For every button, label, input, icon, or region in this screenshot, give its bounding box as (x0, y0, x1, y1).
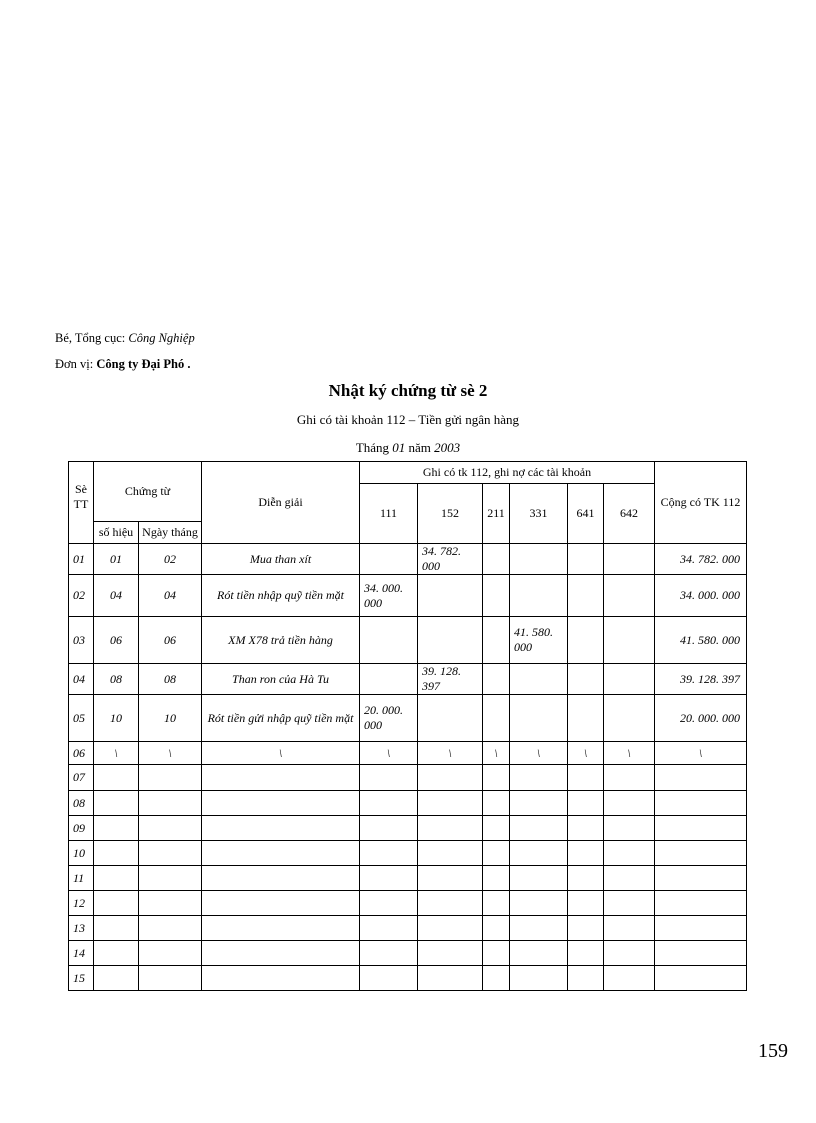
empty-cell (418, 791, 483, 816)
empty-cell (202, 916, 360, 941)
header-account-641: 641 (568, 484, 604, 544)
empty-cell (604, 966, 655, 991)
empty-cell (568, 966, 604, 991)
row-account-111 (360, 544, 418, 575)
empty-cell (604, 891, 655, 916)
row-stt: 11 (69, 866, 94, 891)
unit-label: Đơn vị: (55, 357, 94, 371)
empty-cell (94, 765, 139, 791)
row-stt: 14 (69, 941, 94, 966)
empty-cell (655, 866, 747, 891)
row-voucher-date: 08 (139, 664, 202, 695)
row-voucher-date: 06 (139, 617, 202, 664)
row-account-641 (568, 544, 604, 575)
empty-cell (94, 891, 139, 916)
empty-cell (655, 841, 747, 866)
empty-cell (418, 841, 483, 866)
header-account-111: 111 (360, 484, 418, 544)
row-account-152: \ (418, 742, 483, 765)
empty-cell (202, 841, 360, 866)
table-row-empty (69, 891, 747, 916)
empty-cell (94, 791, 139, 816)
row-account-111 (360, 617, 418, 664)
header-stt: Sè TT (69, 462, 94, 544)
empty-cell (139, 941, 202, 966)
row-account-642 (604, 695, 655, 742)
row-account-111: 20. 000. 000 (360, 695, 418, 742)
empty-cell (139, 791, 202, 816)
year-prefix: năm (408, 440, 431, 455)
row-account-641 (568, 695, 604, 742)
row-voucher-date: 04 (139, 575, 202, 617)
row-total: \ (655, 742, 747, 765)
empty-cell (604, 765, 655, 791)
empty-cell (604, 916, 655, 941)
row-account-211: \ (483, 742, 510, 765)
month-value: 01 (392, 440, 406, 455)
header-voucher: Chứng từ (94, 462, 202, 522)
empty-cell (418, 891, 483, 916)
table-row-empty (69, 791, 747, 816)
header-voucher-number: số hiệu (94, 522, 139, 544)
period-line (0, 440, 816, 456)
empty-cell (604, 816, 655, 841)
table-row-empty (69, 916, 747, 941)
empty-cell (360, 891, 418, 916)
empty-cell (139, 841, 202, 866)
row-voucher-date: 10 (139, 695, 202, 742)
row-stt: 03 (69, 617, 94, 664)
row-total: 20. 000. 000 (655, 695, 747, 742)
empty-cell (139, 916, 202, 941)
empty-cell (483, 916, 510, 941)
empty-cell (483, 866, 510, 891)
empty-cell (568, 841, 604, 866)
header-account-152: 152 (418, 484, 483, 544)
empty-cell (202, 941, 360, 966)
year-value: 2003 (434, 440, 461, 455)
row-account-211 (483, 664, 510, 695)
row-stt: 08 (69, 791, 94, 816)
empty-cell (418, 816, 483, 841)
row-account-152: 34. 782. 000 (418, 544, 483, 575)
document-title: Nhật ký chứng từ sè 2 (328, 381, 488, 400)
header-description: Diễn giải (202, 462, 360, 544)
empty-cell (360, 916, 418, 941)
ministry-value: Công Nghiệp (128, 331, 195, 345)
table-row-empty (69, 866, 747, 891)
row-voucher-number: 01 (94, 544, 139, 575)
ministry-label: Bé, Tổng cục: (55, 331, 126, 345)
row-account-211 (483, 544, 510, 575)
row-stt: 15 (69, 966, 94, 991)
empty-cell (94, 816, 139, 841)
empty-cell (604, 941, 655, 966)
empty-cell (418, 941, 483, 966)
row-account-152 (418, 575, 483, 617)
table-row (69, 742, 747, 765)
header-total: Cộng có TK 112 (655, 462, 747, 544)
row-account-641: \ (568, 742, 604, 765)
row-voucher-number: 08 (94, 664, 139, 695)
row-description: Mua than xít (202, 544, 360, 575)
row-account-641 (568, 664, 604, 695)
empty-cell (568, 891, 604, 916)
empty-cell (604, 841, 655, 866)
row-stt: 01 (69, 544, 94, 575)
empty-cell (483, 966, 510, 991)
row-stt: 07 (69, 765, 94, 791)
empty-cell (483, 841, 510, 866)
row-stt: 04 (69, 664, 94, 695)
empty-cell (510, 841, 568, 866)
empty-cell (655, 791, 747, 816)
header-credit-group: Ghi có tk 112, ghi nợ các tài khoản (360, 462, 655, 484)
empty-cell (360, 765, 418, 791)
header-account-211: 211 (483, 484, 510, 544)
month-prefix: Tháng (355, 440, 390, 455)
header-account-642: 642 (604, 484, 655, 544)
row-voucher-number: 04 (94, 575, 139, 617)
empty-cell (202, 765, 360, 791)
row-account-331 (510, 695, 568, 742)
empty-cell (510, 816, 568, 841)
table-row (69, 664, 747, 695)
empty-cell (202, 816, 360, 841)
empty-cell (604, 866, 655, 891)
empty-cell (418, 866, 483, 891)
empty-cell (94, 941, 139, 966)
row-account-152 (418, 695, 483, 742)
table-row (69, 544, 747, 575)
row-account-111: \ (360, 742, 418, 765)
empty-cell (568, 816, 604, 841)
row-account-152: 39. 128. 397 (418, 664, 483, 695)
row-account-331: \ (510, 742, 568, 765)
row-stt: 09 (69, 816, 94, 841)
empty-cell (202, 791, 360, 816)
empty-cell (483, 941, 510, 966)
ministry-line (55, 331, 195, 346)
row-account-152 (418, 617, 483, 664)
empty-cell (418, 916, 483, 941)
row-account-642: \ (604, 742, 655, 765)
row-account-331 (510, 575, 568, 617)
row-account-211 (483, 617, 510, 664)
row-account-331 (510, 664, 568, 695)
row-stt: 02 (69, 575, 94, 617)
row-stt: 10 (69, 841, 94, 866)
header-voucher-date: Ngày tháng (139, 522, 202, 544)
empty-cell (510, 765, 568, 791)
table-row (69, 617, 747, 664)
empty-cell (510, 966, 568, 991)
row-stt: 12 (69, 891, 94, 916)
row-description: XM X78 trả tiền hàng (202, 617, 360, 664)
row-account-642 (604, 617, 655, 664)
row-voucher-number: 06 (94, 617, 139, 664)
table-row (69, 575, 747, 617)
empty-cell (510, 916, 568, 941)
table-row-empty (69, 765, 747, 791)
empty-cell (604, 791, 655, 816)
empty-cell (360, 791, 418, 816)
empty-cell (139, 891, 202, 916)
row-description: Than ron của Hà Tu (202, 664, 360, 695)
empty-cell (510, 941, 568, 966)
row-total: 34. 782. 000 (655, 544, 747, 575)
row-account-642 (604, 544, 655, 575)
table-row-empty (69, 941, 747, 966)
empty-cell (568, 916, 604, 941)
unit-line (55, 357, 190, 372)
page-number: 159 (758, 1040, 788, 1062)
empty-cell (655, 765, 747, 791)
row-account-211 (483, 575, 510, 617)
empty-cell (202, 866, 360, 891)
empty-cell (655, 966, 747, 991)
row-account-111 (360, 664, 418, 695)
journal-table (68, 461, 747, 991)
empty-cell (360, 941, 418, 966)
row-account-641 (568, 617, 604, 664)
row-total: 41. 580. 000 (655, 617, 747, 664)
row-description: Rót tiền gửi nhập quỹ tiền mặt (202, 695, 360, 742)
row-voucher-number: 10 (94, 695, 139, 742)
header-account-331: 331 (510, 484, 568, 544)
table-row (69, 695, 747, 742)
empty-cell (139, 966, 202, 991)
empty-cell (568, 866, 604, 891)
empty-cell (483, 891, 510, 916)
row-account-111: 34. 000. 000 (360, 575, 418, 617)
empty-cell (655, 916, 747, 941)
table-row-empty (69, 816, 747, 841)
row-total: 39. 128. 397 (655, 664, 747, 695)
empty-cell (418, 966, 483, 991)
row-account-641 (568, 575, 604, 617)
empty-cell (94, 916, 139, 941)
row-total: 34. 000. 000 (655, 575, 747, 617)
row-voucher-date: 02 (139, 544, 202, 575)
empty-cell (483, 765, 510, 791)
row-stt: 05 (69, 695, 94, 742)
empty-cell (94, 841, 139, 866)
empty-cell (483, 791, 510, 816)
empty-cell (139, 866, 202, 891)
empty-cell (655, 941, 747, 966)
row-account-642 (604, 664, 655, 695)
unit-value: Công ty Đại Phó . (96, 357, 191, 371)
table-row-empty (69, 841, 747, 866)
row-account-642 (604, 575, 655, 617)
document-subtitle: Ghi có tài khoản 112 – Tiền gửi ngân hàng (296, 412, 520, 427)
table-row-empty (69, 966, 747, 991)
empty-cell (483, 816, 510, 841)
empty-cell (568, 941, 604, 966)
empty-cell (202, 966, 360, 991)
empty-cell (510, 866, 568, 891)
row-stt: 06 (69, 742, 94, 765)
empty-cell (510, 791, 568, 816)
row-description: \ (202, 742, 360, 765)
empty-cell (655, 816, 747, 841)
empty-cell (94, 966, 139, 991)
row-voucher-date: \ (139, 742, 202, 765)
empty-cell (360, 841, 418, 866)
row-account-211 (483, 695, 510, 742)
empty-cell (510, 891, 568, 916)
row-account-331: 41. 580. 000 (510, 617, 568, 664)
empty-cell (418, 765, 483, 791)
empty-cell (360, 866, 418, 891)
empty-cell (568, 765, 604, 791)
empty-cell (94, 866, 139, 891)
empty-cell (139, 816, 202, 841)
empty-cell (360, 816, 418, 841)
row-account-331 (510, 544, 568, 575)
empty-cell (568, 791, 604, 816)
row-voucher-number: \ (94, 742, 139, 765)
row-stt: 13 (69, 916, 94, 941)
empty-cell (202, 891, 360, 916)
row-description: Rót tiền nhập quỹ tiền mặt (202, 575, 360, 617)
empty-cell (360, 966, 418, 991)
empty-cell (139, 765, 202, 791)
empty-cell (655, 891, 747, 916)
